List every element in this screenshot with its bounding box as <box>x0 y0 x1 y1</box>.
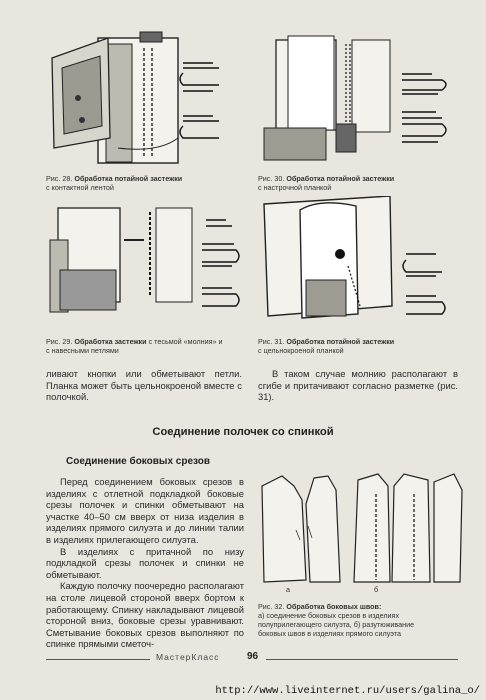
figure-31-subtitle: с цельнокроеной планкой <box>258 346 344 355</box>
watermark-url: http://www.liveinternet.ru/users/galina_o/ <box>215 685 480 697</box>
figure-32-mark-b: б <box>374 585 379 594</box>
figure-32-illustration <box>258 470 468 598</box>
figure-32-caption <box>258 602 476 638</box>
figure-30-title: Обработка потайной застежки <box>286 174 395 183</box>
figure-28-subtitle: с контактной лентой <box>46 183 114 192</box>
section-title: Соединение полочек со спинкой <box>152 426 334 438</box>
figure-29-subtitle-1: с тесьмой «молния» и <box>148 337 223 346</box>
paragraph-2: В изделиях с притачной по низу подкладкой срезы полочек и спинки не обметывают. <box>46 545 244 580</box>
footer-brand: МастерКласс <box>156 652 220 662</box>
figure-30-illustration <box>262 32 462 167</box>
figure-30-subtitle: с настрочной планкой <box>258 183 332 192</box>
footer-rule-left <box>46 659 150 660</box>
figure-28-label: Рис. 28. <box>46 174 73 183</box>
page-footer <box>0 651 486 669</box>
figure-29-title: Обработка застежки <box>74 337 147 346</box>
figure-28-illustration <box>48 28 223 168</box>
figure-32-line-2: а) соединение боковых срезов в изделиях <box>258 611 400 620</box>
figure-29-subtitle-2: с навесными петлями <box>46 346 119 355</box>
paragraph-1: Перед соединением боковых срезов в изделиях с отлетной подкладкой боковые срезы полочек и спинки обметывают на участке 40–50 см вверх от низа изделия в изделиях прямого силуэта и до линии талии в изделиях прилегающего силуэта. <box>46 476 244 545</box>
paragraph-continuation: ливают кнопки или обметывают петли. Планка может быть цельнокроеной вместе с полочкой. <box>46 368 242 403</box>
body-text-right-top <box>258 368 458 403</box>
footer-rule-right <box>266 659 458 660</box>
figure-30-label: Рис. 30. <box>258 174 285 183</box>
page-number: 96 <box>247 651 259 662</box>
body-text-left-bottom <box>46 476 244 650</box>
figure-31-title: Обработка потайной застежки <box>286 337 395 346</box>
figure-29-caption <box>46 337 256 355</box>
body-text-left-top <box>46 368 242 403</box>
figure-32-line-3: полуприлегающего силуэта, б) разутюживание <box>258 620 415 629</box>
figure-28-title: Обработка потайной застежки <box>74 174 183 183</box>
figure-31-caption <box>258 337 468 355</box>
figure-29-illustration <box>46 200 246 332</box>
figure-32-mark-a: а <box>286 585 290 594</box>
figure-28-caption <box>46 174 236 192</box>
figure-32-line-4: боковых швов в изделиях прямого силуэта <box>258 629 401 638</box>
figure-31-label: Рис. 31. <box>258 337 285 346</box>
figure-29-label: Рис. 29. <box>46 337 73 346</box>
subsection-title: Соединение боковых срезов <box>66 456 211 467</box>
figure-30-caption <box>258 174 468 192</box>
paragraph-3: Каждую полочку поочередно располагают на столе лицевой стороной вверх бортом к работающему. Спинку накладывают лицевой стороной вниз, боковые срезы уравнивают. Сметывание боковых срезов выполняют по спинке прямыми сметоч- <box>46 580 244 650</box>
figure-32-title: Обработка боковых швов: <box>286 602 382 611</box>
figure-32-label: Рис. 32. <box>258 602 285 611</box>
figure-31-illustration <box>260 196 465 336</box>
paragraph-zipper: В таком случае молнию располагают в сгибе и притачивают согласно разметке (рис. 31). <box>258 368 458 403</box>
